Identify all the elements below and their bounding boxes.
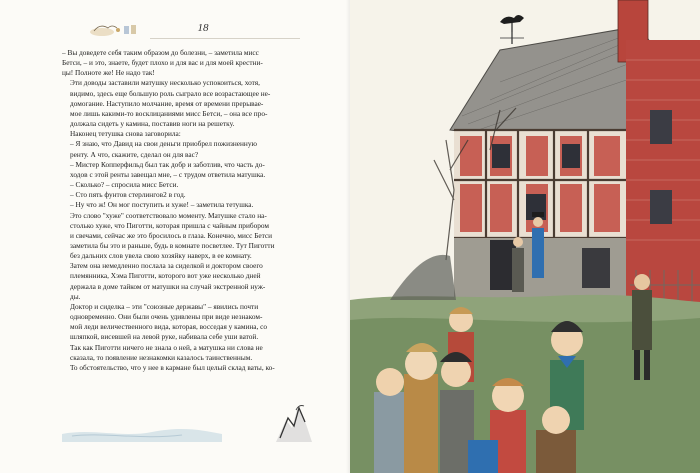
text-line: Доктор и сиделка – эти "союзные державы" – явились почти [70, 301, 259, 311]
text-line: То обстоятельство, что у нее в кармане был целый склад ваты, ко- [70, 362, 275, 372]
paragraph [62, 139, 290, 159]
text-line: сказала, то появление незнакомки казалось таинственным. [70, 352, 253, 362]
right-page [350, 0, 700, 473]
text-line: и свечами, сейчас же это бросилось в глаза. Конечно, мисс Бетси [70, 230, 273, 240]
watercolor-wash [62, 420, 222, 444]
text-line: цы! Полноте же! Не надо так! [62, 68, 155, 78]
text-line: Эти доводы заставили матушку несколько успокоиться, хотя, [70, 78, 260, 88]
text-line: – Вы доведете себя таким образом до болезни, – заметила мисс [62, 48, 259, 57]
text-line: Затем она немедленно послала за сиделкой и доктором своего [70, 261, 263, 271]
text-line: ды. [70, 291, 81, 301]
bird-sketch-icon [272, 398, 314, 444]
paragraph [62, 48, 290, 78]
text-line: мое лишь какими-то восклицаниями мисс Бетси, – она все про- [70, 108, 268, 118]
paragraph [62, 200, 290, 210]
paragraph [62, 129, 290, 139]
text-line: домогание. Наступило молчание, время от времени прерывае- [70, 98, 264, 108]
text-line: – Я знаю, что Давид на свои деньги приобрел пожизненную [70, 139, 257, 149]
text-line: должала сидеть у камина, поставив ноги на решетку. [70, 119, 235, 129]
text-line: – Мистер Копперфильд был так добр и заботлив, что часть до- [70, 159, 265, 169]
paragraph [62, 78, 290, 129]
page-number: 18 [197, 22, 209, 34]
text-line: держала в доме тайком от матушки на случай экстренной нуж- [70, 281, 266, 291]
text-line: – Сто пять фунтов стерлингов2 в год. [70, 190, 186, 200]
text-line: Это слово "хуже" соответствовало моменту. Матушке стало на- [70, 210, 267, 220]
header-ornament-icon [88, 20, 140, 40]
text-line: мой леди величественного вида, которая, восседая у камина, со [70, 322, 268, 332]
paragraph [62, 211, 290, 302]
text-line: одновременно. Они были очень удивлены при виде незнаком- [70, 312, 263, 322]
text-line: ходов с этой ренты завещал мне, – с трудом ответила матушка. [70, 169, 266, 179]
text-line: племянника, Хэма Пиготти, которого вот уже несколько дней [70, 271, 261, 281]
text-line: шляпкой, висевшей на левой руке, набивала себе уши ватой. [70, 332, 259, 342]
text-line: столько хуже, что Пиготти, которая пришла с чайным прибором [70, 220, 269, 230]
text-line: без дальних слов увела свою хозяйку наверх, в ее комнату. [70, 251, 252, 261]
text-line: Так как Пиготти ничего не знала о ней, а матушка ни слова не [70, 342, 263, 352]
text-line: ренту. А что, скажите, сделал он для вас? [70, 149, 199, 159]
text-line: – Ну что ж! Он мог поступить и хуже! – заметила тетушка. [70, 200, 254, 210]
paragraph [62, 190, 290, 200]
text-line: – Сколько? – спросила мисс Бетси. [70, 180, 179, 190]
paragraph [62, 180, 290, 190]
body-text [62, 48, 290, 373]
text-line: заметила бы это и раньше, будь в комнате посветлее. Тут Пиготти [70, 240, 275, 250]
text-line: видимо, здесь еще большую роль сыграло все возрастающее не- [70, 88, 271, 98]
header-rule [150, 38, 300, 39]
illustration-house-and-boys [350, 0, 700, 473]
paragraph [62, 160, 290, 180]
paragraph [62, 302, 290, 373]
text-line: Наконец тетушка снова заговорила: [70, 129, 181, 139]
text-line: Бетси, – и это, знаете, будет плохо и для вас и для моей крестни- [62, 58, 263, 68]
